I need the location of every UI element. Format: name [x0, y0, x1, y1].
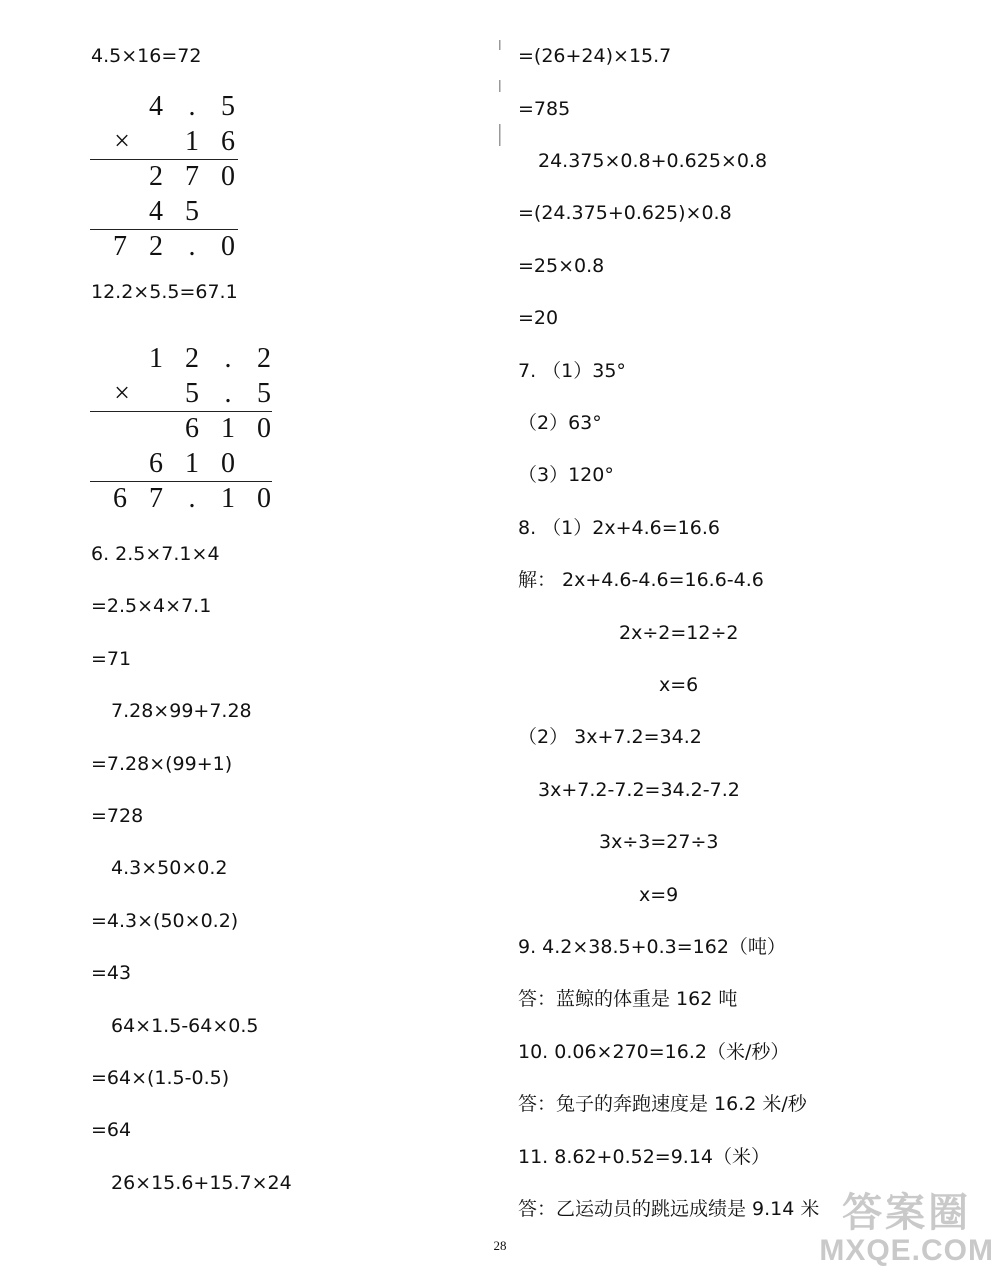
equation-line: x=9 — [639, 884, 679, 906]
equation-line: =7.28×(99+1) — [91, 753, 233, 775]
multiply-sign: × — [114, 126, 130, 157]
answer-line: 答：蓝鲸的体重是 162 吨 — [518, 988, 738, 1010]
digit: 0 — [257, 483, 271, 514]
equation-line: 解： 2x+4.6-4.6=16.6-4.6 — [518, 569, 764, 591]
divider-line — [90, 159, 238, 160]
answer-line: （3）120° — [518, 464, 614, 486]
digit: 1 — [185, 126, 199, 157]
digit: . — [224, 378, 232, 409]
digit: 4 — [149, 91, 163, 122]
vertical-multiplication — [90, 344, 275, 514]
equation-line: 7.28×99+7.28 — [111, 700, 252, 722]
equation-line: 4.3×50×0.2 — [111, 857, 228, 879]
digit: . — [188, 91, 196, 122]
digit: 1 — [185, 448, 199, 479]
digit: 0 — [221, 231, 235, 262]
equation-line: 12.2×5.5=67.1 — [91, 281, 238, 303]
digit: . — [224, 343, 232, 374]
digit: . — [188, 231, 196, 262]
equation-line: =25×0.8 — [518, 255, 605, 277]
equation-line: =71 — [91, 648, 132, 670]
digit: 0 — [221, 161, 235, 192]
digit: 5 — [185, 378, 199, 409]
digit: 5 — [257, 378, 271, 409]
equation-line: =64 — [91, 1119, 132, 1141]
digit: 7 — [113, 231, 127, 262]
equation-line: =43 — [91, 962, 132, 984]
equation-line: =728 — [91, 805, 144, 827]
equation-line: 9. 4.2×38.5+0.3=162（吨） — [518, 936, 786, 958]
digit: 5 — [221, 91, 235, 122]
divider-line — [90, 229, 238, 230]
equation-line: 64×1.5-64×0.5 — [111, 1015, 259, 1037]
answer-line: （2）63° — [518, 412, 602, 434]
digit: 1 — [221, 413, 235, 444]
equation-line: =4.3×(50×0.2) — [91, 910, 239, 932]
digit: 7 — [149, 483, 163, 514]
digit: 6 — [113, 483, 127, 514]
divider-line — [90, 411, 272, 412]
digit: 2 — [149, 161, 163, 192]
answer-line: 答：兔子的奔跑速度是 16.2 米/秒 — [518, 1093, 807, 1115]
digit: 0 — [221, 448, 235, 479]
digit: 1 — [221, 483, 235, 514]
digit: 7 — [185, 161, 199, 192]
answer-line: 答：乙运动员的跳远成绩是 9.14 米 — [518, 1198, 820, 1220]
equation-line: 8. （1）2x+4.6=16.6 — [518, 517, 720, 539]
watermark-url: MXQE.COM — [819, 1234, 994, 1267]
equation-line: 3x÷3=27÷3 — [599, 831, 719, 853]
digit: 5 — [185, 196, 199, 227]
vertical-multiplication — [90, 92, 240, 262]
digit: 6 — [185, 413, 199, 444]
equation-line: =2.5×4×7.1 — [91, 595, 212, 617]
digit: . — [188, 483, 196, 514]
equation-line: =785 — [518, 98, 571, 120]
equation-line: 11. 8.62+0.52=9.14（米） — [518, 1146, 771, 1168]
equation-line: =20 — [518, 307, 559, 329]
digit: 2 — [185, 343, 199, 374]
equation-line: 24.375×0.8+0.625×0.8 — [538, 150, 768, 172]
equation-line: =(24.375+0.625)×0.8 — [518, 202, 732, 224]
equation-line: 2x÷2=12÷2 — [619, 622, 739, 644]
digit: 4 — [149, 196, 163, 227]
multiply-sign: × — [114, 378, 130, 409]
digit: 1 — [149, 343, 163, 374]
equation-line: （2） 3x+7.2=34.2 — [518, 726, 702, 748]
column-gutter-marks — [497, 40, 503, 150]
digit: 6 — [149, 448, 163, 479]
watermark-logo — [819, 1192, 994, 1268]
equation-line: 10. 0.06×270=16.2（米/秒） — [518, 1041, 790, 1063]
watermark-title: 答案圈 — [842, 1190, 972, 1236]
answer-line: 7. （1）35° — [518, 360, 626, 382]
equation-line: x=6 — [659, 674, 699, 696]
equation-line: 3x+7.2-7.2=34.2-7.2 — [538, 779, 740, 801]
equation-line: 26×15.6+15.7×24 — [111, 1172, 292, 1194]
equation-line: =64×(1.5-0.5) — [91, 1067, 230, 1089]
equation-line: 4.5×16=72 — [91, 45, 202, 67]
page-number: 28 — [493, 1238, 507, 1253]
equation-line: 6. 2.5×7.1×4 — [91, 543, 220, 565]
digit: 0 — [257, 413, 271, 444]
digit: 6 — [221, 126, 235, 157]
digit: 2 — [149, 231, 163, 262]
digit: 2 — [257, 343, 271, 374]
divider-line — [90, 481, 272, 482]
equation-line: =(26+24)×15.7 — [518, 45, 672, 67]
